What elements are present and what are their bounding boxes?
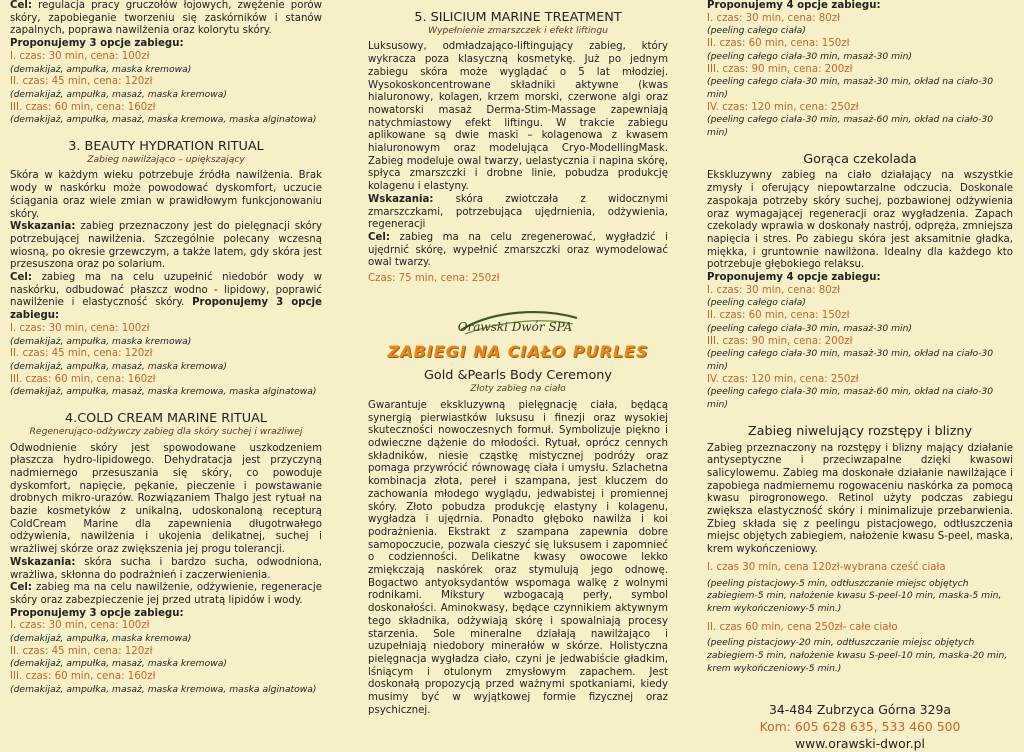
- spa-logo: [368, 304, 668, 344]
- body-option-4: IV. czas: 120 min, cena: 250zł: [707, 101, 859, 113]
- chocolate-title: Gorąca czekolada: [803, 151, 917, 167]
- choc-option-3: III. czas: 90 min, cena: 200zł: [707, 335, 853, 347]
- beauty-subtitle: Zabieg nawilżająco – upiększający: [87, 153, 245, 165]
- option-3-note: (demakijaż, ampułka, masaż, maska kremowa, maska alginatowa): [10, 114, 317, 126]
- cold-option-2-note: (demakijaż, ampułka, masaż, maska kremowa): [10, 658, 227, 670]
- body-option-3-note: (peeling całego ciała-30 min, masaż-30 min, okład na ciało-30 min): [707, 76, 994, 100]
- beauty-option-2: II. czas: 45 min, cena: 120zł: [10, 348, 153, 360]
- beauty-description: Skóra w każdym wieku potrzebuje źródła nawilżenia. Brak wody w naskórku może powodować dyskomfort, uczucie ściągania oraz wiele zmian w prawidłowym funkcjonowaniu skóry.: [10, 170, 322, 220]
- choc-option-2-note: (peeling całego ciała-30 min, masaż-30 min): [707, 322, 912, 334]
- beauty-goal: Cel: zabieg ma na celu uzupełnić niedobór wody w naskórku, odbudować płaszcz wodno - lipidowy, poprawić nawilżenie i elastyczność skóry. Proponujemy 3 opcje zabiegu:: [10, 272, 322, 322]
- stretch-option-2: II. czas 60 min, cena 250zł- całe ciało: [707, 621, 898, 633]
- silicium-title: 5. SILICIUM MARINE TREATMENT: [414, 10, 622, 25]
- choc-option-4: IV. czas: 120 min, cena: 250zł: [707, 373, 859, 385]
- silicium-indications: Wskazania: skóra zwiotczała z widocznymi zmarszczkami, potrzebująca ujędrnienia, odżywienia, regeneracji: [368, 193, 668, 231]
- choc-option-3-note: (peeling całego ciała-30 min, masaż-30 min, okład na ciało-30 min): [707, 348, 994, 372]
- options-4-heading: Proponujemy 4 opcje zabiegu:: [707, 0, 881, 11]
- cold-option-2: II. czas: 45 min, cena: 120zł: [10, 645, 153, 657]
- stretch-option-2-note: (peeling pistacjowy-20 min, odtłuszczanie miejsc objętych zabiegiem-5 min, nałożenie kwasu S-peel-10 min, maska-20 min, krem wykończeniowy-5 min.): [707, 637, 1008, 674]
- cold-option-1-note: (demakijaż, ampułka, maska kremowa): [10, 633, 192, 645]
- options-heading: Proponujemy 3 opcje zabiegu:: [10, 38, 184, 50]
- beauty-option-3-note: (demakijaż, ampułka, masaż, maska kremowa, maska alginatowa): [10, 386, 317, 398]
- option-1-note: (demakijaż, ampułka, maska kremowa): [10, 63, 192, 75]
- cold-option-3-note: (demakijaż, ampułka, masaż, maska kremowa, maska alginatowa): [10, 683, 317, 695]
- body-option-2-note: (peeling całego ciała-30 min, masaż-30 min): [707, 50, 912, 62]
- choc-option-4-note: (peeling całego ciała-30 min, masaż-60 min, okład na ciało-30 min): [707, 386, 994, 411]
- contact-address: 34-484 Zubrzyca Górna 329a: [769, 702, 951, 718]
- stretch-marks-description: Zabieg przeznaczony na rozstępy i blizny mający działanie antyseptyczne i przeciwzapalne dzięki kwasowi salicylowemu. Zabieg ma doskonałe działanie nawilżające i zapobiega nadmiernemu rogowaceniu naskórka za pomocą kwasu pirogronowego. Retinol użyty podczas zabiegu zwiększa elastyczność skóry i minimalizuje przebarwienia. Zbieg składa się z peelingu pistacjowego, odtłuszczenia miejsc objętych zabiegiem, nałożenie kwasu S-peel, maska, krem wykończeniowy.: [707, 442, 1013, 556]
- beauty-option-2-note: (demakijaż, ampułka, masaż, maska kremowa): [10, 360, 227, 372]
- cold-cream-title: 4.COLD CREAM MARINE RITUAL: [65, 411, 267, 427]
- cold-cream-indications: Wskazania: skóra sucha i bardzo sucha, odwodniona, wrażliwa, skłonna do podrażnień i zaczerwienienia.: [10, 556, 322, 581]
- stretch-marks-title: Zabieg niwelujący rozstępy i blizny: [747, 423, 973, 439]
- body-option-1-note: (peeling całego ciała): [707, 25, 806, 37]
- option-3: III. czas: 60 min, cena: 160zł: [10, 101, 156, 113]
- beauty-title: 3. BEAUTY HYDRATION RITUAL: [68, 139, 264, 155]
- cold-cream-description: Odwodnienie skóry jest spowodowane uszkodzeniem płaszcza hydro-lipidowego. Dehydratacja jest przyczyną nadmiernego przesuszania się skóry, co powoduje dyskomfort, napięcie, pękanie, pieczenie i powstawanie drobnych mikro-urazów. Rozwiązaniem Thalgo jest rytuał na bazie kosmetyków z unikalną, udoskonaloną recepturą ColdCream Marine dla zapewnienia długotrwałego odżywienia, nawilżenia i ukojenia delikatnej, suchej i wrażliwej skórze oraz zwiększenia jej progu tolerancji.: [10, 442, 322, 556]
- option-2: II. czas: 45 min, cena: 120zł: [10, 76, 153, 88]
- body-option-3: III. czas: 90 min, cena: 200zł: [707, 63, 853, 75]
- stretch-option-1: I. czas 30 min, cena 120zł-wybrana cześć ciała: [707, 561, 946, 573]
- gold-subtitle: Złoty zabieg na ciało: [470, 383, 566, 395]
- body-treatments-title: ZABIEGI NA CIAŁO PURLES: [387, 341, 649, 361]
- cold-cream-goal: Cel: zabieg ma na celu nawilżenie, odżywienie, regeneracje skóry oraz zabezpieczenie jej przed utratą lipidów i wody.: [10, 582, 322, 606]
- contact-phone: Kom: 605 628 635, 533 460 500: [759, 719, 961, 735]
- cold-option-1: I. czas: 30 min, cena: 100zł: [10, 620, 150, 632]
- silicium-price: Czas: 75 min, cena: 250zł: [368, 273, 500, 285]
- silicium-subtitle: Wypełnienie zmarszczek i efekt liftingu: [427, 24, 608, 36]
- cold-cream-subtitle: Regenerująco-odżywczy zabieg dla skóry suchej i wrażliwej: [29, 425, 303, 437]
- choc-option-2: II. czas: 60 min, cena: 150zł: [707, 310, 850, 322]
- chocolate-description: Ekskluzywny zabieg na ciało działający na wszystkie zmysły i oferujący niepowtarzalne odczucia. Doskonale zaspokaja potrzeby skóry suchej, pozbawionej odżywienia oraz wymagającej regeneracji oraz wygładzenia. Zapach czekolady wprawia w doskonały nastrój, odpręża, zmniejsza napięcia i stres. Po zabiegu skóra jest aksamitnie gładka, miękka, i gruntownie nawilżona. Idealny dla każdego kto potrzebuje głębokiego relaksu.: [707, 170, 1013, 271]
- chocolate-options-heading: Proponujemy 4 opcje zabiegu:: [707, 272, 881, 284]
- column-right: [707, 0, 1013, 752]
- body-option-4-note: (peeling całego ciała-30 min, masaż-60 min, okład na ciało-30 min): [707, 114, 994, 139]
- beauty-option-3: III. czas: 60 min, cena: 160zł: [10, 373, 156, 385]
- silicium-description: Luksusowy, odmładzająco-liftingujący zabieg, który wykracza poza klasyczną kosmetykę. Już po jednym zabiegu skóra może wyglądać o 5 lat młodziej. Wysokoskoncentrowane składniki aktywne (kwas hialuronowy, kolagen, krzem morski, czerwone algi oraz nowatorski masaż Derma-Stim-Massage zapewniają natychmiastowy efekt liftingu. W trakcie zabiegu aplikowane są dwie maski – kolagenowa z kwasem hialuronowym oraz modelująca Cryo-ModellingMask. Zabieg modeluje owal twarzy, uelastycznia i napina skórę, spłyca zmarszczki i drobne linie, pobudza produkcję kolagenu i elastyny.: [368, 41, 668, 193]
- intro-paragraph: Cel: regulacja pracy gruczołów łojowych, zwężenie porów skóry, zapobieganie tworzeniu się zaskórników i stanów zapalnych, poprawa nawilżenia oraz kolorytu skóry.: [10, 0, 322, 37]
- choc-option-1: I. czas: 30 min, cena: 80zł: [707, 284, 840, 296]
- choc-option-1-note: (peeling całego ciała): [707, 297, 806, 309]
- column-left: [10, 0, 322, 697]
- contact-website[interactable]: www.orawski-dwor.pl: [795, 736, 925, 752]
- cold-option-3: III. czas: 60 min, cena: 160zł: [10, 671, 156, 683]
- beauty-indications: Wskazania: zabieg przeznaczony jest do pielęgnacji skóry potrzebującej nawilżenia. Szczególnie polecany wczesną wiosną, po okresie grzewczym, a także latem, gdy skóra jest przesuszona oraz po solarium.: [10, 221, 322, 271]
- svg-text:Orawski Dwór SPA: Orawski Dwór SPA: [457, 319, 573, 334]
- beauty-option-1-note: (demakijaż, ampułka, maska kremowa): [10, 335, 192, 347]
- gold-description: Gwarantuje ekskluzywną pielęgnację ciała, będącą synergią pierwiastków luksusu i finezji oraz wysokiej skuteczności nowoczesnych formuł. Symbolizuje piękno i odwieczne dążenie do młodości. Rytuał, oprócz cennych składników, niesie cząstkę mistycznej podróży oraz pomaga przywrócić równowagę ciała i umysłu. Szlachetna kombinacja złota, pereł i szampana, jest kluczem do zachowania młodego wyglądu, jedwabistej i promiennej skóry. Złoto pobudza produkcję elastyny i kolagenu, wygładza i ujędrnia. Ponadto głęboko nawilża i koi podrażnienia. Ekstrakt z szampana zapewnia dobre samopoczucie, pozwala cieszyć się luksusem i zapomnieć o codzienności. Delikatne kwasy owocowe lekko zmiękczają naskórek oraz stymulują jego odnowę. Bogactwo antyoksydantów wspomaga walkę z wolnymi rodnikami. Mikstury wzbogacają perły, symbol doskonałości. Aminokwasy, będące czynnikiem aktywnym tego składnika, odżywiają skórę i spowalniają procesy starzenia. Sole mineralne działają nawilżająco i uzupełniają niedobory minerałów w skórze. Holistyczna pielęgnacja wygładza ciało, czyni je jedwabiście gładkim, lśniącym i otulonym zmysłowym zapachem. Jest doskonałą propozycją przed ważnymi spotkaniami, kiedy musimy być w wyjątkowej formie fizycznej oraz psychicznej.: [368, 399, 668, 716]
- silicium-goal: Cel: zabieg ma na celu zregenerować, wygładzić i ujędrnić skórę, wypełnić zmarszczki oraz wymodelować owal twarzy.: [368, 231, 668, 269]
- beauty-option-1: I. czas: 30 min, cena: 100zł: [10, 322, 150, 334]
- stretch-option-1-note: (peeling pistacjowy-5 min, odtłuszczanie miejsc objętych zabiegiem-5 min, nałożenie kwasu S-peel-10 min, maska-5 min, krem wykończeniowy-5 min.): [707, 577, 1002, 614]
- column-middle: [368, 0, 668, 717]
- contact-block: [707, 701, 1013, 752]
- option-2-note: (demakijaż, ampułka, masaż, maska kremowa): [10, 88, 227, 100]
- gold-title: Gold &Pearls Body Ceremony: [423, 368, 612, 384]
- body-option-2: II. czas: 60 min, cena: 150zł: [707, 38, 850, 50]
- logo-swoosh-icon: [453, 304, 583, 344]
- body-option-1: I. czas: 30 min, cena: 80zł: [707, 12, 840, 24]
- option-1: I. czas: 30 min, cena: 100zł: [10, 50, 150, 62]
- cold-cream-options-heading: Proponujemy 3 opcje zabiegu:: [10, 607, 184, 619]
